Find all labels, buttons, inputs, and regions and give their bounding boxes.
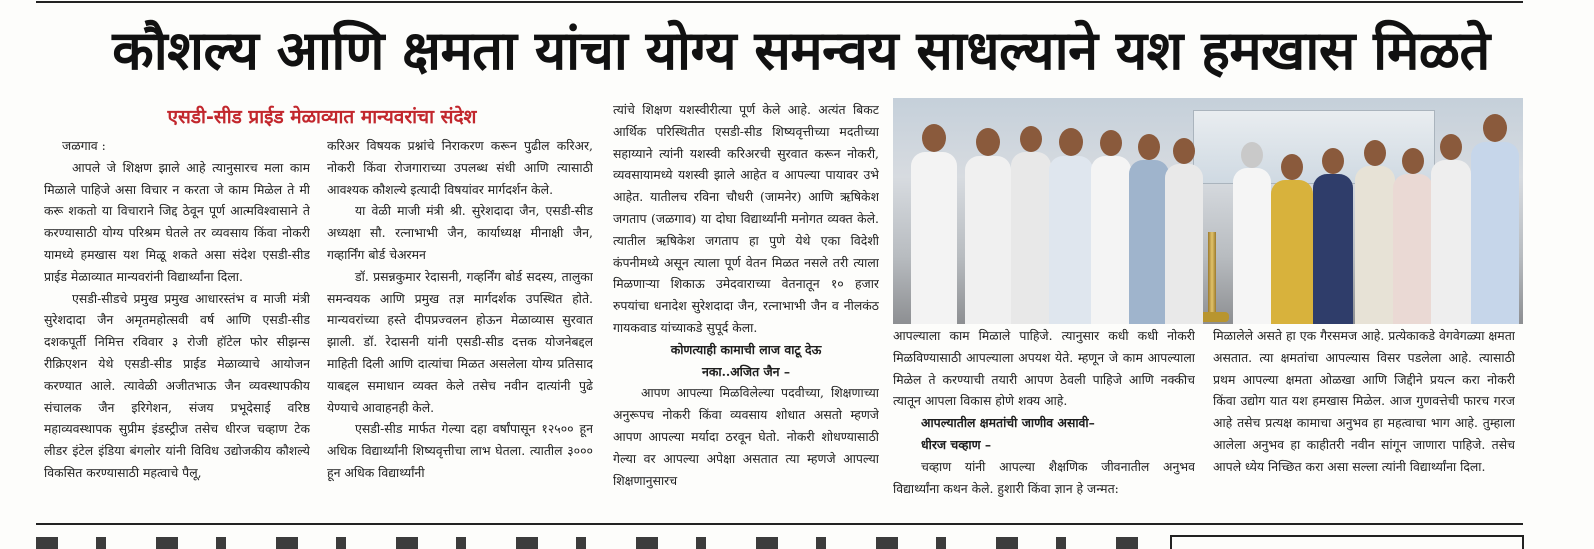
paragraph: डॉ. प्रसन्नकुमार रेदासनी, गव्हर्निंग बोर्ड सदस्य, तालुका समन्वयक आणि प्रमुख तज्ञ मार्गदर्शक उपस्थित होते. मान्यवरांच्या हस्ते दीपप्रज्वलन होऊन मेळाव्यास सुरवात झाली. डॉ. रेदासनी यांनी एसडी-सीड दत्तक योजनेबद्दल माहिती दिली आणि दात्यांचा मिळत असलेला योग्य प्रतिसाद याबद्दल समाधान व्यक्त केले तसेच नवीन दात्यांनी पुढे येण्याचे आवाहनही केले. (327, 268, 593, 415)
person (1091, 130, 1131, 324)
section-heading: कोणत्याही कामाची लाज वाटू देऊ (670, 341, 822, 357)
paragraph: आपण आपल्या मिळविलेल्या पदवीच्या, शिक्षणाच्या अनुरूपच नोकरी किंवा व्यवसाय शोधात असतो म्हणजे आपण आपल्या मर्यादा ठरवून घेतो. नोकरी शोधण्यासाठी गेल्या वर आपल्या अपेक्षा असतात त्या म्हणजे आपल्या शिक्षणानुसारच (613, 385, 879, 488)
paragraph: आपल्याला काम मिळाले पाहिजे. त्यानुसार कधी कधी नोकरी मिळविण्यासाठी आपल्याला अपयश येते. म्हणून जे काम आपल्याला मिळेल ते करण्याची तयारी आपण ठेवली पाहिजे आणि नक्कीच त्यातून आपला विकास होणे शक्य आहे. (893, 328, 1195, 409)
adjacent-box-edge (1170, 535, 1524, 549)
next-article-headline-fragment (36, 537, 1156, 549)
subheadline: एसडी-सीड प्राईड मेळाव्यात मान्यवरांचा संदेश (167, 106, 477, 128)
person (1165, 138, 1203, 324)
paragraph: एसडी-सीडचे प्रमुख प्रमुख आधारस्तंभ व माजी मंत्री सुरेशदादा जैन अमृतमहोत्सवी वर्ष आणि एसडी-सीड दशकपूर्ती निमित्त रविवार ३ रोजी हॉटेल फोर सीझन्स रीक्रिएशन येथे एसडी-सीड प्राईड मेळाव्याचे आयोजन करण्यात आले. त्यावेळी अजीतभाऊ जैन व्यवस्थापकीय संचालक जैन इरिगेशन, संजय प्रभूदेसाई वरिष्ठ महाव्यवस्थापक सुप्रीम इंडस्ट्रीज तसेच धीरज चव्हाण टेक लीडर इंटेल इंडिया बंगलोर यांनी विविध उद्योजकीय कौशल्ये विकसित करण्यासाठी महत्वाचे पैलू, (44, 290, 310, 480)
person (965, 128, 1011, 324)
person (1011, 126, 1051, 324)
section-heading: नका..अजित जैन – (701, 363, 791, 379)
article-column-5 (1213, 325, 1515, 519)
paragraph: आपले जे शिक्षण झाले आहे त्यानुसारच मला काम मिळाले पाहिजे असा विचार न करता जे काम मिळेल ते मी करू शकतो या विचाराने जिद्द ठेवून पूर्ण आत्मविश्वासाने ते करण्यासाठी योग्य परिश्रम घेतले तर व्यवसाय किंवा नोकरी यामध्ये हमखास यश मिळू शकते असा संदेश एसडी-सीड प्राईड मेळाव्यात मान्यवरांनी विद्यार्थ्यांना दिला. (44, 159, 310, 284)
article-column-2 (327, 135, 593, 519)
dateline: जळगाव : (62, 138, 106, 153)
paragraph: मिळालेले असते हा एक गैरसमज आहे. प्रत्येकाकडे वेगवेगळ्या क्षमता असतात. त्या क्षमतांचा आपल्यास विसर पडलेला आहे. त्यासाठी प्रथम आपल्या क्षमता ओळखा आणि जिद्दीने प्रयत्न करा नोकरी किंवा उद्योग यात यश हमखास मिळेल. आज गुणवत्तेची फारच गरज आहे तसेच प्रत्यक्ष कामाचा अनुभव हा महत्वाचा भाग आहे. तुम्हाला आलेला अनुभव हा काहीतरी नवीन सांगून जाणारा पाहिजे. तसेच आपले ध्येय निच्छित करा असा सल्ला त्यांनी विद्यार्थ्यांना दिला. (1213, 328, 1515, 474)
person (911, 124, 957, 324)
article-column-1 (44, 135, 310, 519)
section-heading: धीरज चव्हाण – (921, 436, 992, 452)
article-column-3 (613, 99, 879, 519)
section-heading: आपल्यातील क्षमतांची जाणीव असावी– (921, 415, 1095, 431)
person (1129, 134, 1169, 324)
event-photo (893, 98, 1523, 324)
paragraph: या वेळी माजी मंत्री श्री. सुरेशदादा जैन, एसडी-सीड अध्यक्षा सौ. रत्नाभाभी जैन, कार्याध्यक्ष मीनाक्षी जैन, गव्हार्निंग बोर्ड चेअरमन (327, 203, 593, 262)
oil-lamp (1208, 232, 1216, 316)
person (1355, 140, 1395, 324)
paragraph: त्यांचे शिक्षण यशस्वीरीत्या पूर्ण केले आहे. अत्यंत बिकट आर्थिक परिस्थितीत एसडी-सीड शिष्यवृत्तीच्या मदतीच्या सहाय्याने त्यांनी यशस्वी करिअरची सुरवात करून नोकरी, व्यवसायामध्ये यशस्वी झाले आहेत व आपल्या पायावर उभे आहेत. यातीलच रविना चौधरी (जामनेर) आणि ऋषिकेश जगताप (जळगाव) या दोघा विद्यार्थ्यांनी मनोगत व्यक्त केले. त्यातील ऋषिकेश जगताप हा पुणे येथे एका विदेशी कंपनीमध्ये असून त्याला पूर्ण वेतन मिळत नसले तरी त्याला मिळणाऱ्या शिकाऊ उमेदवाराच्या वेतनातून १० हजार रुपयांचा धनादेश सुरेशदादा जैन, रत्नाभाभी जैन व नीलकंठ गायकवाड यांच्याकडे सुपूर्द केला. (613, 102, 879, 335)
person (1393, 148, 1433, 324)
person (1471, 114, 1519, 324)
bottom-rule (36, 523, 1523, 525)
person (1049, 128, 1093, 324)
paragraph: चव्हाण यांनी आपल्या शैक्षणिक जीवनातील अनुभव विद्यार्थ्यांना कथन केले. हुशारी किंवा ज्ञान हे जन्मत: (893, 458, 1195, 496)
paragraph: करिअर विषयक प्रश्नांचे निराकरण करून पुढील करिअर, नोकरी किंवा रोजगाराच्या उपलब्ध संधी आणि त्यासाठी आवश्यक कौशल्ये इत्यादी विषयांवर मार्गदर्शन केले. (327, 138, 593, 197)
top-rule (36, 1, 1523, 3)
person (1313, 148, 1353, 324)
article-column-4 (893, 325, 1195, 519)
headline: कौशल्य आणि क्षमता यांचा योग्य समन्वय साधल्याने यश हमखास मिळते (112, 19, 1490, 82)
person (1233, 142, 1271, 324)
person (1271, 154, 1313, 324)
person (1431, 134, 1471, 324)
paragraph: एसडी-सीड मार्फत गेल्या दहा वर्षांपासून १२५०० हून अधिक विद्यार्थ्यांनी शिष्यवृत्तीचा लाभ घेतला. त्यातील ३००० हून अधिक विद्यार्थ्यांनी (327, 421, 593, 480)
